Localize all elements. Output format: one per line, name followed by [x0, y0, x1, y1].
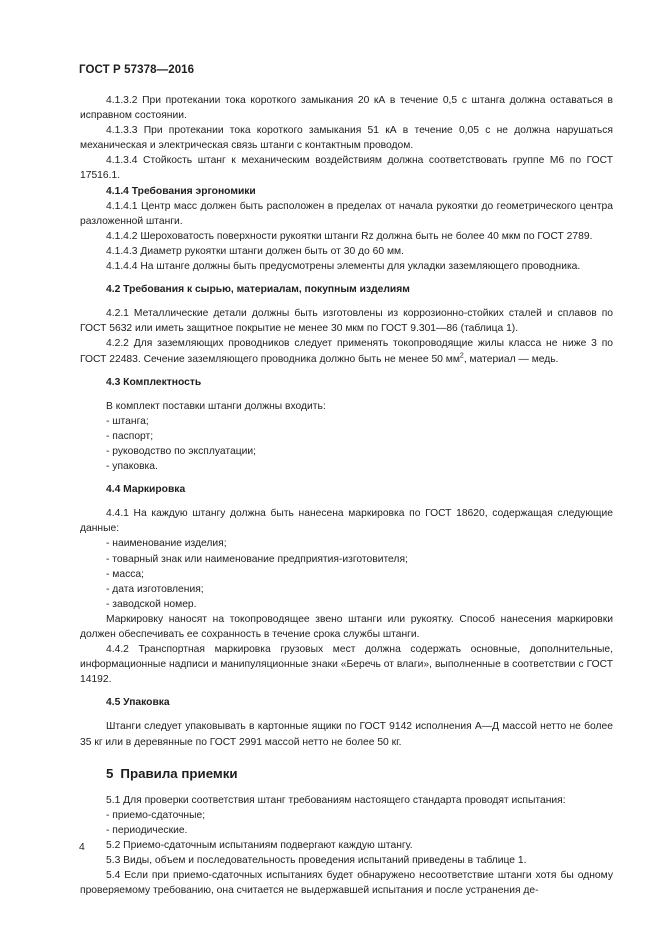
clause-5-1: 5.1 Для проверки соответствия штанг требованиям настоящего стандарта проводят испытания:: [106, 794, 566, 806]
heading-4-5: 4.5 Упаковка: [106, 697, 170, 709]
clause-4-1-3-4: 4.1.3.4 Стойкость штанг к механическим воздействиям должна соответствовать группе М6 по ГОСТ 17516.1.: [80, 155, 613, 182]
superscript-2: 2: [459, 352, 464, 360]
heading-4-2: 4.2 Требования к сырью, материалам, покупным изделиям: [106, 284, 410, 296]
list-item: - дата изготовления;: [106, 583, 204, 595]
section-5-heading: [80, 765, 613, 783]
clause-4-1-3-2: 4.1.3.2 При протекании тока короткого замыкания 20 кА в течение 0,5 с штанга должна оставаться в исправном состоянии.: [80, 95, 613, 122]
heading-4-4: 4.4 Маркировка: [106, 484, 186, 496]
list-item: - заводской номер.: [106, 598, 197, 610]
clause-4-1-4-1: 4.1.4.1 Центр масс должен быть расположен в пределах от начала рукоятки до геометрического центра разложенной штанги.: [80, 200, 613, 227]
list-item: - периодические.: [106, 824, 188, 836]
section-number: 5: [106, 765, 114, 781]
clause-5-4: 5.4 Если при приемо-сдаточных испытаниях будет обнаружено несоответствие штанги хотя бы одному проверяемому требованию, она считается не выдержавшей испытания и после устранения де-: [80, 870, 613, 897]
clause-4-4-1: 4.4.1 На каждую штангу должна быть нанесена маркировка по ГОСТ 18620, содержащая следующие данные:: [80, 508, 613, 535]
completeness-intro: В комплект поставки штанги должны входить:: [106, 400, 326, 412]
list-item: - приемо-сдаточные;: [106, 809, 206, 821]
clause-4-4-2: 4.4.2 Транспортная маркировка грузовых мест должна содержать основные, дополнительные, информационные надписи и манипуляционные знаки «Беречь от влаги», выполненные в соответствии с ГОСТ 14192.: [80, 644, 613, 686]
clause-4-2-2-text: 4.2.2 Для заземляющих проводников следует применять токопроводящие жилы класса не ниже 3 по ГОСТ 22483. Сечение заземляющего проводника должно быть не менее 50 мм: [80, 338, 613, 365]
clause-4-2-2: [80, 336, 613, 366]
list-item: - паспорт;: [106, 430, 154, 442]
marking-method: Маркировку наносят на токопроводящее звено штанги или рукоятку. Способ нанесения маркировки должен обеспечивать ее сохранность в течение срока службы штанги.: [80, 613, 613, 640]
page-number: 4: [79, 842, 85, 853]
clause-4-2-1: 4.2.1 Металлические детали должны быть изготовлены из коррозионно-стойких сталей и сплавов по ГОСТ 5632 или иметь защитное покрытие не менее 30 мкм по ГОСТ 9.301—86 (таблица 1).: [80, 308, 613, 335]
clause-5-3: 5.3 Виды, объем и последовательность проведения испытаний приведены в таблице 1.: [106, 855, 527, 867]
heading-4-3: 4.3 Комплектность: [106, 376, 202, 388]
list-item: - упаковка.: [106, 461, 158, 473]
heading-4-1-4: 4.1.4 Требования эргономики: [106, 185, 256, 197]
list-item: - наименование изделия;: [106, 538, 227, 550]
clause-4-1-4-4: 4.1.4.4 На штанге должны быть предусмотрены элементы для укладки заземляющего проводника.: [106, 261, 581, 273]
standard-header: ГОСТ Р 57378—2016: [79, 64, 195, 76]
document-body: [80, 93, 613, 898]
clause-4-1-4-3: 4.1.4.3 Диаметр рукоятки штанги должен быть от 30 до 60 мм.: [106, 245, 404, 257]
clause-4-2-2-tail: , материал — медь.: [463, 353, 559, 365]
clause-4-1-3-3: 4.1.3.3 При протекании тока короткого замыкания 51 кА в течение 0,05 с не должна нарушаться механическая и электрическая связь штанги с контактным проводом.: [80, 125, 613, 152]
packaging-text: Штанги следует упаковывать в картонные ящики по ГОСТ 9142 исполнения А—Д массой нетто не более 35 кг или в деревянные по ГОСТ 2991 массой нетто не более 50 кг.: [80, 721, 613, 748]
list-item: - штанга;: [106, 415, 149, 427]
section-title: Правила приемки: [120, 765, 238, 781]
list-item: - товарный знак или наименование предприятия-изготовителя;: [106, 553, 408, 565]
list-item: - масса;: [106, 568, 144, 580]
list-item: - руководство по эксплуатации;: [106, 445, 256, 457]
clause-5-2: 5.2 Приемо-сдаточным испытаниям подвергают каждую штангу.: [106, 839, 413, 851]
clause-4-1-4-2: 4.1.4.2 Шероховатость поверхности рукоятки штанги Rz должна быть не более 40 мкм по ГОСТ 2789.: [106, 230, 593, 242]
